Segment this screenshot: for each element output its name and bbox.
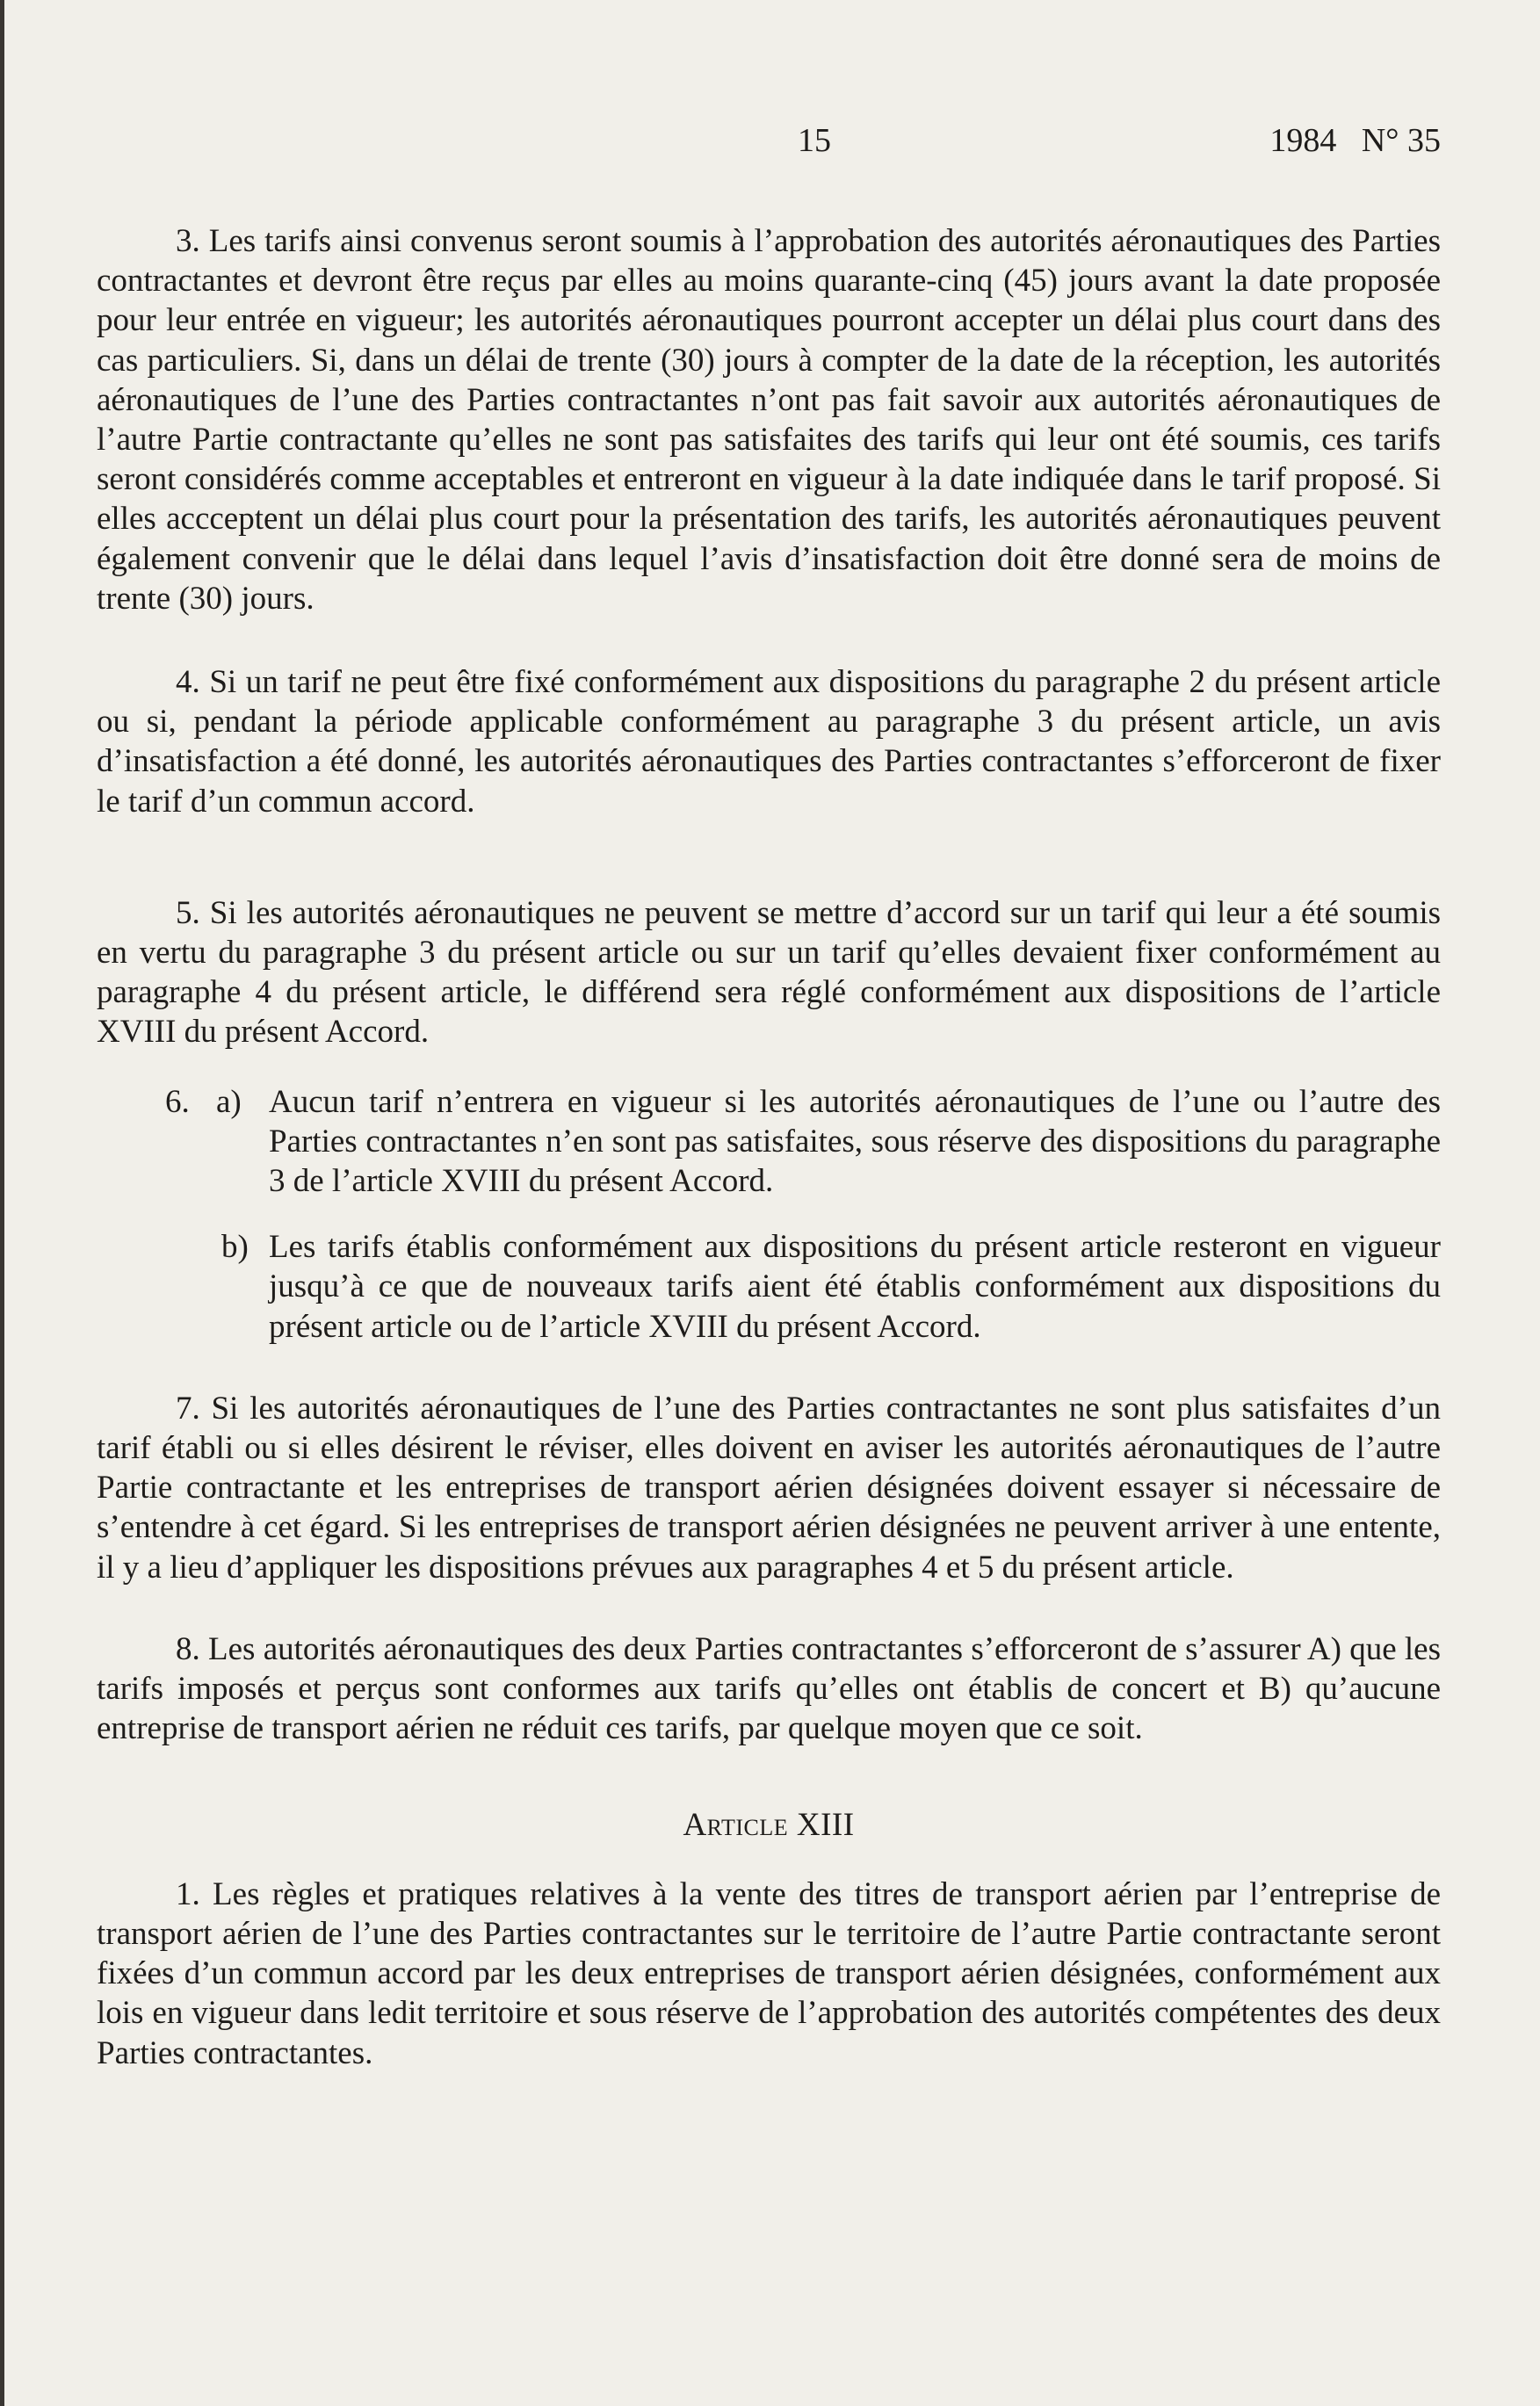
paragraph-6-a (97, 1082, 1441, 1202)
paragraph-4: 4. Si un tarif ne peut être fixé conformément aux dispositions du paragraphe 2 du présent article ou si, pendant la période applicable conformément au paragraphe 3 du présent article, un avis d’insatisfaction a été donné, les autorités aéronautiques des Parties contractantes s’efforceront de fixer le tarif d’un commun accord. (97, 664, 1441, 820)
document-number: N° 35 (1361, 122, 1441, 159)
subparagraph-b-text: Les tarifs établis conformément aux dispositions du présent article resteront en vigueur jusqu’à ce que de nouveaux tarifs aient été établis conformément aux dispositions du présent article ou de l’article XVIII du présent Accord. (269, 1229, 1441, 1345)
subparagraph-b-label: b) (221, 1229, 249, 1266)
document-reference (1269, 121, 1441, 160)
paragraph-6-number: 6. (165, 1083, 190, 1120)
paragraph-3: 3. Les tarifs ainsi convenus seront soumis à l’approbation des autorités aéronautiques des Parties contractantes et devront être reçus par elles au moins quarante-cinq (45) jours avant la date proposée pour leur entrée en vigueur; les autorités aéronautiques pourront accepter un délai plus court dans des cas particuliers. Si, dans un délai de trente (30) jours à compter de la date de la réception, les autorités aéronautiques de l’une des Parties contractantes n’ont pas fait savoir aux autorités aéronautiques de l’autre Partie contractante qu’elles ne sont pas satisfaites des tarifs qui leur ont été soumis, ces tarifs seront considérés comme acceptables et entreront en vigueur à la date indiquée dans le tarif proposé. Si elles accceptent un délai plus court pour la présentation des tarifs, les autorités aéronautiques peuvent également convenir que le délai dans lequel l’avis d’insatisfaction doit être donné sera de moins de trente (30) jours. (97, 223, 1441, 617)
body-text (97, 221, 1441, 2073)
paragraph-8: 8. Les autorités aéronautiques des deux Parties contractantes s’efforceront de s’assurer A) que les tarifs imposés et perçus sont conformes aux tarifs qu’elles ont établis de concert et B) qu’aucune entreprise de transport aérien ne réduit ces tarifs, par quelque moyen que ce soit. (97, 1630, 1441, 1747)
paragraph-5: 5. Si les autorités aéronautiques ne peuvent se mettre d’accord sur un tarif qui leur a été soumis en vertu du paragraphe 3 du présent article ou sur un tarif qu’elles devaient fixer conformément au paragraphe 4 du présent article, le différend sera réglé conformément aux dispositions de l’article XVIII du présent Accord. (97, 894, 1441, 1051)
paragraph-6-b (97, 1227, 1441, 1347)
paragraph-7: 7. Si les autorités aéronautiques de l’une des Parties contractantes ne sont plus satisfaites d’un tarif établi ou si elles désirent le réviser, elles doivent en aviser les autorités aéronautiques de l’autre Partie contractante et les entreprises de transport aérien désignées doivent essayer si nécessaire de s’entendre à cet égard. Si les entreprises de transport aérien désignées ne peuvent arriver à une entente, il y a lieu d’appliquer les dispositions prévues aux paragraphes 4 et 5 du présent article. (97, 1390, 1441, 1586)
paragraph-6 (97, 1082, 1441, 1347)
article-heading: Article XIII (683, 1806, 855, 1843)
article-13-paragraph-1: 1. Les règles et pratiques relatives à la vente des titres de transport aérien par l’entreprise de transport aérien de l’une des Parties contractantes sur le territoire de l’autre Partie contractante seront fixées d’un commun accord par les deux entreprises de transport aérien désignées, conformément aux lois en vigueur dans ledit territoire et sous réserve de l’approbation des autorités compétentes des deux Parties contractantes. (97, 1875, 1441, 2071)
page-number: 15 (798, 122, 831, 159)
subparagraph-a-text: Aucun tarif n’entrera en vigueur si les autorités aéronautiques de l’une ou l’autre des Parties contractantes n’en sont pas satisfaites, sous réserve des dispositions du paragraphe 3 de l’article XVIII du présent Accord. (269, 1083, 1441, 1200)
page-header (97, 121, 1441, 174)
page-binding-edge (0, 0, 4, 2406)
subparagraph-a-label: a) (216, 1083, 242, 1120)
document-year: 1984 (1269, 122, 1337, 159)
